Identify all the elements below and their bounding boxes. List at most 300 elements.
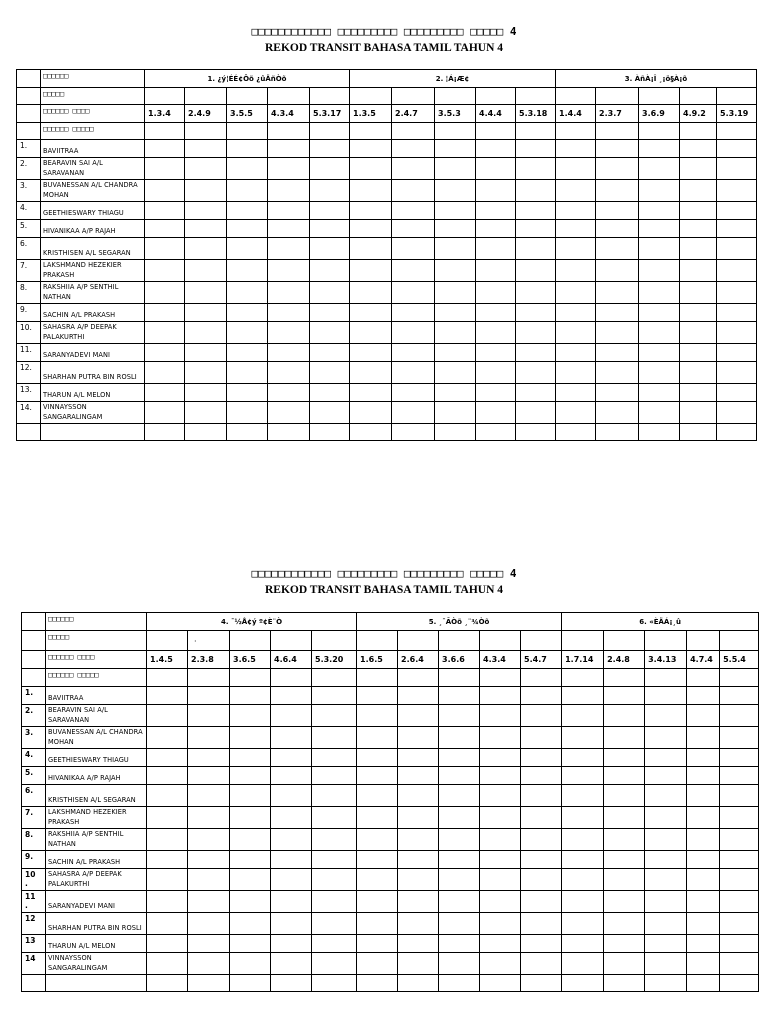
mark-cell[interactable] xyxy=(310,220,350,238)
mark-cell[interactable] xyxy=(268,304,310,322)
mark-cell[interactable] xyxy=(604,727,645,749)
mark-cell[interactable] xyxy=(720,829,759,851)
mark-cell[interactable] xyxy=(480,851,521,869)
mark-cell[interactable] xyxy=(476,220,516,238)
input-cell[interactable] xyxy=(230,669,271,687)
mark-cell[interactable] xyxy=(596,344,639,362)
mark-cell[interactable] xyxy=(720,913,759,935)
mark-cell[interactable] xyxy=(476,238,516,260)
mark-cell[interactable] xyxy=(145,220,185,238)
mark-cell[interactable] xyxy=(392,260,435,282)
mark-cell[interactable] xyxy=(680,238,717,260)
mark-cell[interactable] xyxy=(720,705,759,727)
mark-cell[interactable] xyxy=(480,913,521,935)
mark-cell[interactable] xyxy=(230,807,271,829)
mark-cell[interactable] xyxy=(639,402,680,424)
input-cell[interactable] xyxy=(185,88,227,105)
mark-cell[interactable] xyxy=(439,705,480,727)
mark-cell[interactable] xyxy=(516,220,556,238)
mark-cell[interactable] xyxy=(687,785,720,807)
mark-cell[interactable] xyxy=(435,158,476,180)
mark-cell[interactable] xyxy=(687,913,720,935)
mark-cell[interactable] xyxy=(271,727,312,749)
mark-cell[interactable] xyxy=(188,851,230,869)
input-cell[interactable] xyxy=(398,669,439,687)
mark-cell[interactable] xyxy=(596,402,639,424)
mark-cell[interactable] xyxy=(596,362,639,384)
mark-cell[interactable] xyxy=(645,767,687,785)
mark-cell[interactable] xyxy=(516,202,556,220)
mark-cell[interactable] xyxy=(521,913,562,935)
mark-cell[interactable] xyxy=(312,935,357,953)
mark-cell[interactable] xyxy=(227,158,268,180)
mark-cell[interactable] xyxy=(435,322,476,344)
mark-cell[interactable] xyxy=(604,829,645,851)
mark-cell[interactable] xyxy=(562,829,604,851)
mark-cell[interactable] xyxy=(310,140,350,158)
mark-cell[interactable] xyxy=(271,869,312,891)
input-cell[interactable] xyxy=(435,123,476,140)
input-cell[interactable] xyxy=(392,88,435,105)
mark-cell[interactable] xyxy=(392,238,435,260)
mark-cell[interactable] xyxy=(392,362,435,384)
mark-cell[interactable] xyxy=(596,180,639,202)
mark-cell[interactable] xyxy=(687,935,720,953)
mark-cell[interactable] xyxy=(556,362,596,384)
mark-cell[interactable] xyxy=(271,785,312,807)
mark-cell[interactable] xyxy=(350,140,392,158)
mark-cell[interactable] xyxy=(639,202,680,220)
input-cell[interactable] xyxy=(521,669,562,687)
mark-cell[interactable] xyxy=(480,869,521,891)
mark-cell[interactable] xyxy=(645,727,687,749)
mark-cell[interactable] xyxy=(476,140,516,158)
mark-cell[interactable] xyxy=(145,322,185,344)
mark-cell[interactable] xyxy=(357,807,398,829)
mark-cell[interactable] xyxy=(596,304,639,322)
mark-cell[interactable] xyxy=(717,260,757,282)
mark-cell[interactable] xyxy=(230,767,271,785)
mark-cell[interactable] xyxy=(435,402,476,424)
mark-cell[interactable] xyxy=(680,180,717,202)
mark-cell[interactable] xyxy=(227,322,268,344)
mark-cell[interactable] xyxy=(392,344,435,362)
mark-cell[interactable] xyxy=(604,749,645,767)
mark-cell[interactable] xyxy=(480,687,521,705)
input-cell[interactable] xyxy=(604,631,645,651)
mark-cell[interactable] xyxy=(147,913,188,935)
mark-cell[interactable] xyxy=(476,304,516,322)
mark-cell[interactable] xyxy=(147,687,188,705)
mark-cell[interactable] xyxy=(439,749,480,767)
mark-cell[interactable] xyxy=(645,913,687,935)
mark-cell[interactable] xyxy=(350,384,392,402)
mark-cell[interactable] xyxy=(521,869,562,891)
input-cell[interactable] xyxy=(188,631,230,651)
mark-cell[interactable] xyxy=(476,158,516,180)
mark-cell[interactable] xyxy=(596,322,639,344)
mark-cell[interactable] xyxy=(230,935,271,953)
mark-cell[interactable] xyxy=(145,402,185,424)
mark-cell[interactable] xyxy=(556,322,596,344)
mark-cell[interactable] xyxy=(521,687,562,705)
mark-cell[interactable] xyxy=(357,687,398,705)
mark-cell[interactable] xyxy=(562,767,604,785)
mark-cell[interactable] xyxy=(268,158,310,180)
input-cell[interactable] xyxy=(717,88,757,105)
mark-cell[interactable] xyxy=(435,238,476,260)
mark-cell[interactable] xyxy=(357,913,398,935)
input-cell[interactable] xyxy=(185,123,227,140)
mark-cell[interactable] xyxy=(639,322,680,344)
mark-cell[interactable] xyxy=(145,202,185,220)
mark-cell[interactable] xyxy=(604,785,645,807)
mark-cell[interactable] xyxy=(516,344,556,362)
input-cell[interactable] xyxy=(268,88,310,105)
mark-cell[interactable] xyxy=(188,749,230,767)
mark-cell[interactable] xyxy=(230,785,271,807)
mark-cell[interactable] xyxy=(398,953,439,975)
mark-cell[interactable] xyxy=(645,935,687,953)
mark-cell[interactable] xyxy=(185,140,227,158)
mark-cell[interactable] xyxy=(476,180,516,202)
mark-cell[interactable] xyxy=(596,220,639,238)
input-cell[interactable] xyxy=(680,88,717,105)
mark-cell[interactable] xyxy=(596,238,639,260)
mark-cell[interactable] xyxy=(147,727,188,749)
mark-cell[interactable] xyxy=(687,891,720,913)
mark-cell[interactable] xyxy=(680,158,717,180)
input-cell[interactable] xyxy=(680,123,717,140)
mark-cell[interactable] xyxy=(562,727,604,749)
mark-cell[interactable] xyxy=(398,687,439,705)
mark-cell[interactable] xyxy=(717,238,757,260)
mark-cell[interactable] xyxy=(230,749,271,767)
input-cell[interactable] xyxy=(717,123,757,140)
input-cell[interactable] xyxy=(556,123,596,140)
mark-cell[interactable] xyxy=(185,220,227,238)
mark-cell[interactable] xyxy=(480,705,521,727)
mark-cell[interactable] xyxy=(145,304,185,322)
mark-cell[interactable] xyxy=(230,829,271,851)
mark-cell[interactable] xyxy=(357,749,398,767)
mark-cell[interactable] xyxy=(147,705,188,727)
mark-cell[interactable] xyxy=(476,384,516,402)
input-cell[interactable] xyxy=(268,123,310,140)
mark-cell[interactable] xyxy=(188,829,230,851)
mark-cell[interactable] xyxy=(480,891,521,913)
mark-cell[interactable] xyxy=(439,785,480,807)
mark-cell[interactable] xyxy=(720,953,759,975)
mark-cell[interactable] xyxy=(604,891,645,913)
mark-cell[interactable] xyxy=(516,322,556,344)
mark-cell[interactable] xyxy=(147,935,188,953)
mark-cell[interactable] xyxy=(312,727,357,749)
input-cell[interactable] xyxy=(604,669,645,687)
mark-cell[interactable] xyxy=(480,749,521,767)
mark-cell[interactable] xyxy=(227,202,268,220)
mark-cell[interactable] xyxy=(480,953,521,975)
mark-cell[interactable] xyxy=(435,384,476,402)
mark-cell[interactable] xyxy=(720,869,759,891)
mark-cell[interactable] xyxy=(717,322,757,344)
input-cell[interactable] xyxy=(562,669,604,687)
mark-cell[interactable] xyxy=(312,891,357,913)
mark-cell[interactable] xyxy=(720,727,759,749)
mark-cell[interactable] xyxy=(480,935,521,953)
mark-cell[interactable] xyxy=(147,749,188,767)
mark-cell[interactable] xyxy=(720,851,759,869)
mark-cell[interactable] xyxy=(717,140,757,158)
mark-cell[interactable] xyxy=(521,705,562,727)
mark-cell[interactable] xyxy=(562,953,604,975)
mark-cell[interactable] xyxy=(556,140,596,158)
mark-cell[interactable] xyxy=(521,891,562,913)
mark-cell[interactable] xyxy=(717,344,757,362)
mark-cell[interactable] xyxy=(439,767,480,785)
mark-cell[interactable] xyxy=(312,913,357,935)
input-cell[interactable] xyxy=(230,631,271,651)
mark-cell[interactable] xyxy=(188,705,230,727)
mark-cell[interactable] xyxy=(645,953,687,975)
mark-cell[interactable] xyxy=(350,304,392,322)
mark-cell[interactable] xyxy=(556,220,596,238)
mark-cell[interactable] xyxy=(310,282,350,304)
mark-cell[interactable] xyxy=(439,829,480,851)
mark-cell[interactable] xyxy=(357,851,398,869)
mark-cell[interactable] xyxy=(392,202,435,220)
mark-cell[interactable] xyxy=(268,220,310,238)
mark-cell[interactable] xyxy=(480,829,521,851)
mark-cell[interactable] xyxy=(312,807,357,829)
input-cell[interactable] xyxy=(556,88,596,105)
input-cell[interactable] xyxy=(720,631,759,651)
mark-cell[interactable] xyxy=(185,344,227,362)
mark-cell[interactable] xyxy=(435,362,476,384)
mark-cell[interactable] xyxy=(398,727,439,749)
mark-cell[interactable] xyxy=(230,687,271,705)
mark-cell[interactable] xyxy=(439,807,480,829)
mark-cell[interactable] xyxy=(227,402,268,424)
mark-cell[interactable] xyxy=(312,687,357,705)
mark-cell[interactable] xyxy=(596,384,639,402)
mark-cell[interactable] xyxy=(556,384,596,402)
input-cell[interactable] xyxy=(639,123,680,140)
input-cell[interactable] xyxy=(476,88,516,105)
mark-cell[interactable] xyxy=(521,807,562,829)
mark-cell[interactable] xyxy=(717,158,757,180)
mark-cell[interactable] xyxy=(516,362,556,384)
mark-cell[interactable] xyxy=(717,180,757,202)
input-cell[interactable] xyxy=(645,631,687,651)
mark-cell[interactable] xyxy=(516,304,556,322)
mark-cell[interactable] xyxy=(435,304,476,322)
mark-cell[interactable] xyxy=(556,180,596,202)
mark-cell[interactable] xyxy=(398,705,439,727)
mark-cell[interactable] xyxy=(562,687,604,705)
mark-cell[interactable] xyxy=(439,687,480,705)
mark-cell[interactable] xyxy=(439,935,480,953)
mark-cell[interactable] xyxy=(188,913,230,935)
mark-cell[interactable] xyxy=(435,220,476,238)
mark-cell[interactable] xyxy=(312,953,357,975)
mark-cell[interactable] xyxy=(604,807,645,829)
mark-cell[interactable] xyxy=(185,260,227,282)
mark-cell[interactable] xyxy=(350,282,392,304)
mark-cell[interactable] xyxy=(350,238,392,260)
mark-cell[interactable] xyxy=(227,362,268,384)
input-cell[interactable] xyxy=(435,88,476,105)
mark-cell[interactable] xyxy=(392,140,435,158)
mark-cell[interactable] xyxy=(230,891,271,913)
mark-cell[interactable] xyxy=(188,767,230,785)
mark-cell[interactable] xyxy=(147,807,188,829)
mark-cell[interactable] xyxy=(350,158,392,180)
mark-cell[interactable] xyxy=(687,869,720,891)
input-cell[interactable] xyxy=(357,669,398,687)
input-cell[interactable] xyxy=(392,123,435,140)
mark-cell[interactable] xyxy=(188,869,230,891)
mark-cell[interactable] xyxy=(439,891,480,913)
mark-cell[interactable] xyxy=(516,158,556,180)
mark-cell[interactable] xyxy=(521,785,562,807)
input-cell[interactable] xyxy=(516,88,556,105)
mark-cell[interactable] xyxy=(680,384,717,402)
mark-cell[interactable] xyxy=(556,260,596,282)
mark-cell[interactable] xyxy=(230,913,271,935)
mark-cell[interactable] xyxy=(147,767,188,785)
mark-cell[interactable] xyxy=(720,807,759,829)
mark-cell[interactable] xyxy=(516,140,556,158)
mark-cell[interactable] xyxy=(185,238,227,260)
mark-cell[interactable] xyxy=(268,238,310,260)
mark-cell[interactable] xyxy=(310,304,350,322)
mark-cell[interactable] xyxy=(310,384,350,402)
mark-cell[interactable] xyxy=(687,851,720,869)
mark-cell[interactable] xyxy=(680,140,717,158)
mark-cell[interactable] xyxy=(680,282,717,304)
mark-cell[interactable] xyxy=(596,158,639,180)
mark-cell[interactable] xyxy=(310,158,350,180)
mark-cell[interactable] xyxy=(435,140,476,158)
mark-cell[interactable] xyxy=(476,202,516,220)
mark-cell[interactable] xyxy=(185,384,227,402)
input-cell[interactable] xyxy=(639,88,680,105)
mark-cell[interactable] xyxy=(639,180,680,202)
mark-cell[interactable] xyxy=(639,158,680,180)
mark-cell[interactable] xyxy=(398,785,439,807)
mark-cell[interactable] xyxy=(604,687,645,705)
mark-cell[interactable] xyxy=(680,220,717,238)
mark-cell[interactable] xyxy=(556,344,596,362)
mark-cell[interactable] xyxy=(312,785,357,807)
input-cell[interactable] xyxy=(310,88,350,105)
mark-cell[interactable] xyxy=(562,785,604,807)
mark-cell[interactable] xyxy=(680,402,717,424)
mark-cell[interactable] xyxy=(562,869,604,891)
mark-cell[interactable] xyxy=(350,220,392,238)
input-cell[interactable] xyxy=(310,123,350,140)
mark-cell[interactable] xyxy=(562,913,604,935)
mark-cell[interactable] xyxy=(680,322,717,344)
mark-cell[interactable] xyxy=(604,767,645,785)
input-cell[interactable] xyxy=(439,631,480,651)
mark-cell[interactable] xyxy=(720,891,759,913)
mark-cell[interactable] xyxy=(188,687,230,705)
mark-cell[interactable] xyxy=(556,202,596,220)
mark-cell[interactable] xyxy=(556,158,596,180)
mark-cell[interactable] xyxy=(596,260,639,282)
mark-cell[interactable] xyxy=(435,282,476,304)
mark-cell[interactable] xyxy=(350,402,392,424)
mark-cell[interactable] xyxy=(227,220,268,238)
mark-cell[interactable] xyxy=(271,687,312,705)
mark-cell[interactable] xyxy=(268,402,310,424)
input-cell[interactable] xyxy=(145,123,185,140)
input-cell[interactable] xyxy=(720,669,759,687)
mark-cell[interactable] xyxy=(227,260,268,282)
mark-cell[interactable] xyxy=(145,140,185,158)
mark-cell[interactable] xyxy=(645,869,687,891)
mark-cell[interactable] xyxy=(188,807,230,829)
mark-cell[interactable] xyxy=(147,953,188,975)
mark-cell[interactable] xyxy=(312,749,357,767)
input-cell[interactable] xyxy=(312,669,357,687)
mark-cell[interactable] xyxy=(680,362,717,384)
mark-cell[interactable] xyxy=(392,322,435,344)
mark-cell[interactable] xyxy=(392,384,435,402)
mark-cell[interactable] xyxy=(227,304,268,322)
input-cell[interactable] xyxy=(480,669,521,687)
mark-cell[interactable] xyxy=(516,282,556,304)
input-cell[interactable] xyxy=(562,631,604,651)
mark-cell[interactable] xyxy=(717,384,757,402)
mark-cell[interactable] xyxy=(271,913,312,935)
mark-cell[interactable] xyxy=(147,869,188,891)
mark-cell[interactable] xyxy=(398,851,439,869)
mark-cell[interactable] xyxy=(147,829,188,851)
mark-cell[interactable] xyxy=(439,953,480,975)
mark-cell[interactable] xyxy=(357,935,398,953)
mark-cell[interactable] xyxy=(268,282,310,304)
input-cell[interactable] xyxy=(645,669,687,687)
mark-cell[interactable] xyxy=(188,953,230,975)
mark-cell[interactable] xyxy=(639,140,680,158)
mark-cell[interactable] xyxy=(188,785,230,807)
mark-cell[interactable] xyxy=(687,953,720,975)
mark-cell[interactable] xyxy=(398,891,439,913)
mark-cell[interactable] xyxy=(227,140,268,158)
mark-cell[interactable] xyxy=(645,749,687,767)
mark-cell[interactable] xyxy=(310,180,350,202)
input-cell[interactable] xyxy=(516,123,556,140)
mark-cell[interactable] xyxy=(188,891,230,913)
mark-cell[interactable] xyxy=(185,402,227,424)
mark-cell[interactable] xyxy=(145,282,185,304)
mark-cell[interactable] xyxy=(185,202,227,220)
mark-cell[interactable] xyxy=(310,260,350,282)
mark-cell[interactable] xyxy=(357,829,398,851)
mark-cell[interactable] xyxy=(185,362,227,384)
mark-cell[interactable] xyxy=(645,851,687,869)
mark-cell[interactable] xyxy=(556,402,596,424)
mark-cell[interactable] xyxy=(350,362,392,384)
input-cell[interactable] xyxy=(398,631,439,651)
mark-cell[interactable] xyxy=(680,304,717,322)
input-cell[interactable] xyxy=(439,669,480,687)
mark-cell[interactable] xyxy=(271,851,312,869)
mark-cell[interactable] xyxy=(357,767,398,785)
